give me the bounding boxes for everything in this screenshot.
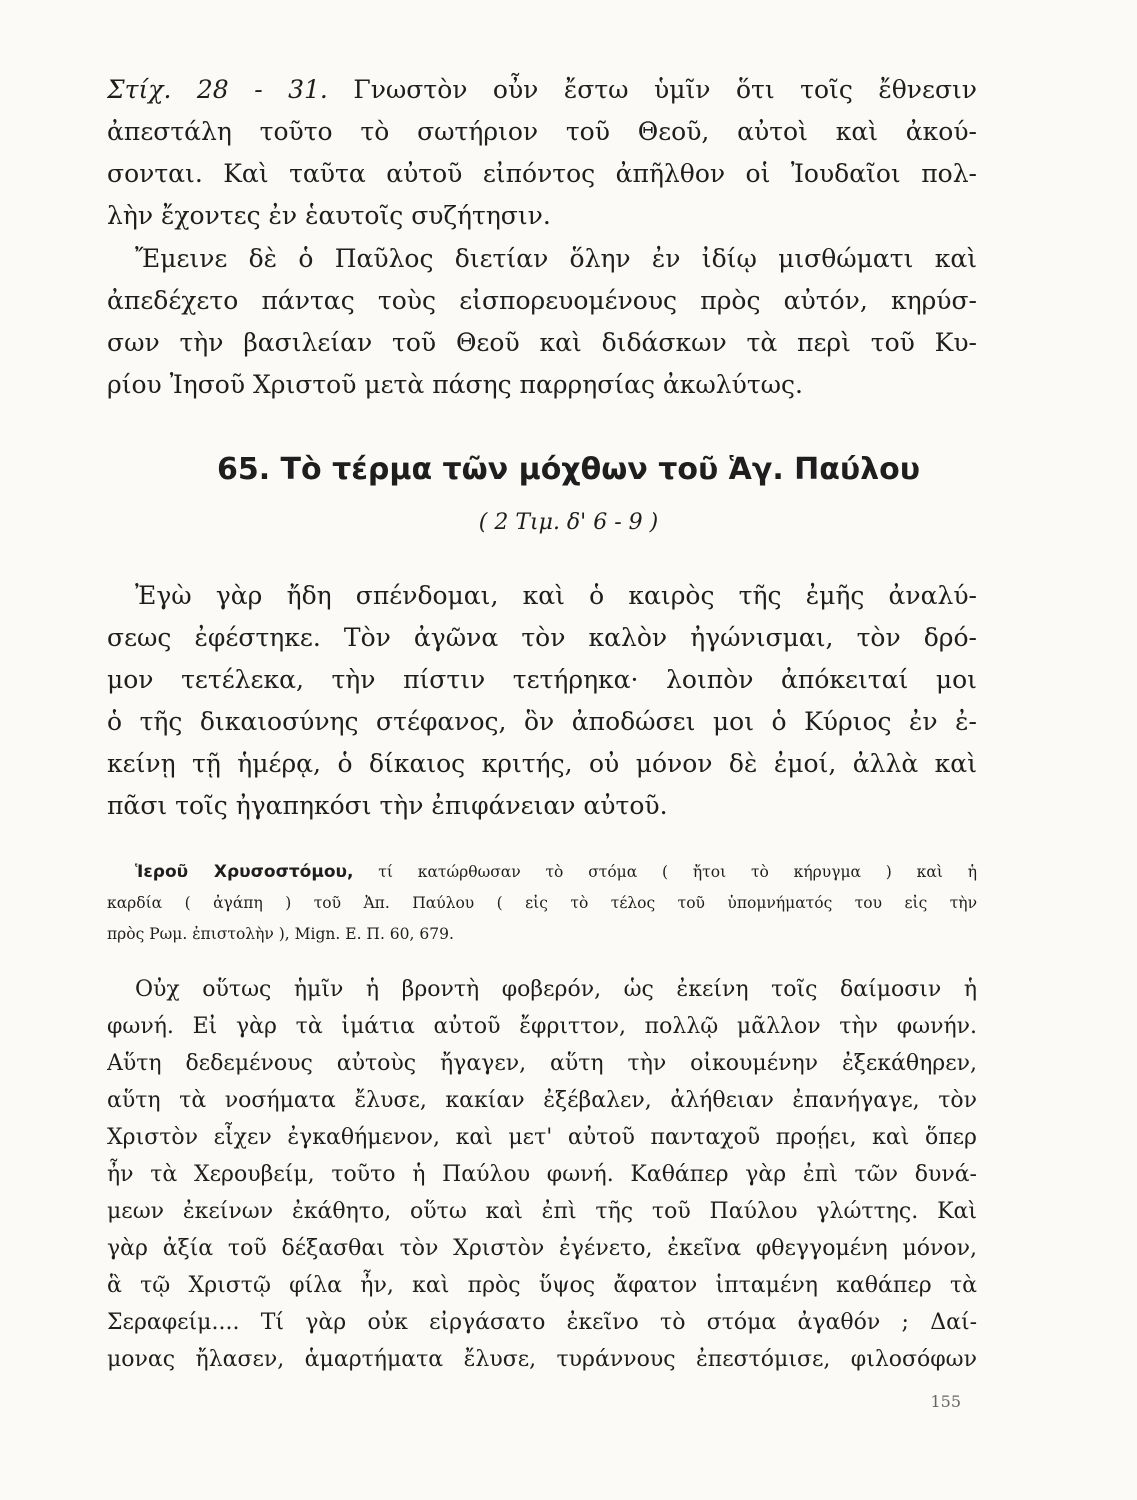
text-line: μονας ἤλασεν, ἁμαρτήματα ἔλυσε, τυράννους ἐπεστόμισε, φιλοσόφων — [107, 1347, 977, 1372]
text-line: ὁ τῆς δικαιοσύνης στέφανος, ὃν ἀποδώσει μοι ὁ Κύριος ἐν ἐ- — [107, 707, 977, 736]
text-line: ἃ τῷ Χριστῷ φίλα ἦν, καὶ πρὸς ὕψος ἄφατον ἱπταμένη καθάπερ τὰ — [107, 1273, 977, 1298]
text-line: Ἔμεινε δὲ ὁ Παῦλος διετίαν ὅλην ἐν ἰδίῳ μισθώματι καὶ — [135, 244, 977, 273]
text-line: αὕτη τὰ νοσήματα ἔλυσε, κακίαν ἐξέβαλεν, ἀλήθειαν ἐπανήγαγε, τὸν — [107, 1088, 977, 1113]
section-subheading: ( 2 Τιμ. δ' 6 - 9 ) — [478, 510, 659, 535]
text-line — [107, 72, 977, 108]
page-number: 155 — [930, 1392, 961, 1411]
text-line: μεων ἐκείνων ἐκάθητο, οὕτω καὶ ἐπὶ τῆς τοῦ Παύλου γλώττης. Καὶ — [107, 1199, 977, 1224]
source-note-line: καρδία ( ἀγάπη ) τοῦ Ἀπ. Παύλου ( εἰς τὸ τέλος τοῦ ὑπομνήματός του εἰς τὴν — [107, 894, 977, 912]
text-line: γὰρ ἀξία τοῦ δέξασθαι τὸν Χριστὸν ἐγένετο, ἐκεῖνα φθεγγομένη μόνον, — [107, 1236, 977, 1261]
text-fragment: τί κατώρθωσαν τὸ στόμα ( ἤτοι τὸ κήρυγμα ) καὶ ἡ — [353, 863, 977, 881]
text-line: Οὐχ οὕτως ἡμῖν ἡ βροντὴ φοβερόν, ὡς ἐκείνη τοῖς δαίμοσιν ἡ — [135, 977, 977, 1002]
text-line: Σεραφείμ.... Τί γὰρ οὐκ εἰργάσατο ἐκεῖνο τὸ στόμα ἀγαθόν ; Δαί- — [107, 1310, 977, 1335]
text-line: Ἐγὼ γὰρ ἤδη σπένδομαι, καὶ ὁ καιρὸς τῆς ἐμῆς ἀναλύ- — [135, 581, 977, 610]
text-line: σων τὴν βασιλείαν τοῦ Θεοῦ καὶ διδάσκων τὰ περὶ τοῦ Κυ- — [107, 328, 977, 357]
text-line: λὴν ἔχοντες ἐν ἑαυτοῖς συζήτησιν. — [107, 201, 551, 230]
section-heading: 65. Τὸ τέρμα τῶν μόχθων τοῦ Ἁγ. Παύλου — [216, 452, 921, 487]
text-line: Χριστὸν εἶχεν ἐγκαθήμενον, καὶ μετ' αὐτοῦ πανταχοῦ προῄει, καὶ ὅπερ — [107, 1125, 977, 1150]
text-line: ἀπεστάλη τοῦτο τὸ σωτήριον τοῦ Θεοῦ, αὐτοὶ καὶ ἀκού- — [107, 117, 977, 146]
verse-reference: Στίχ. 28 - 31. — [107, 75, 328, 104]
text-line: ἦν τὰ Χερουβείμ, τοῦτο ἡ Παύλου φωνή. Καθάπερ γὰρ ἐπὶ τῶν δυνά- — [107, 1162, 977, 1187]
note-author: Ἱεροῦ Χρυσοστόμου, — [135, 862, 354, 882]
text-line: πᾶσι τοῖς ἠγαπηκόσι τὴν ἐπιφάνειαν αὐτοῦ. — [107, 791, 668, 820]
text-line: σεως ἐφέστηκε. Τὸν ἀγῶνα τὸν καλὸν ἠγώνισμαι, τὸν δρό- — [107, 623, 977, 652]
text-line: Αὕτη δεδεμένους αὐτοὺς ἤγαγεν, αὕτη τὴν οἰκουμένην ἐξεκάθηρεν, — [107, 1051, 977, 1076]
text-line: σονται. Καὶ ταῦτα αὐτοῦ εἰπόντος ἀπῆλθον οἱ Ἰουδαῖοι πολ- — [107, 159, 977, 188]
source-note-line — [107, 858, 977, 886]
text-fragment: Γνωστὸν οὖν ἔστω ὑμῖν ὅτι τοῖς ἔθνεσιν — [327, 75, 977, 104]
source-note-line: πρὸς Ρωμ. ἐπιστολὴν ), Mign. E. Π. 60, 679. — [107, 925, 454, 943]
text-line: κείνῃ τῇ ἡμέρᾳ, ὁ δίκαιος κριτής, οὐ μόνον δὲ ἐμοί, ἀλλὰ καὶ — [107, 749, 977, 778]
text-line: φωνή. Εἰ γὰρ τὰ ἱμάτια αὐτοῦ ἔφριττον, πολλῷ μᾶλλον τὴν φωνήν. — [107, 1014, 977, 1039]
text-line: μον τετέλεκα, τὴν πίστιν τετήρηκα· λοιπὸν ἀπόκειταί μοι — [107, 665, 977, 694]
text-line: ἀπεδέχετο πάντας τοὺς εἰσπορευομένους πρὸς αὐτόν, κηρύσ- — [107, 286, 977, 315]
text-line: ρίου Ἰησοῦ Χριστοῦ μετὰ πάσης παρρησίας ἀκωλύτως. — [107, 370, 803, 399]
